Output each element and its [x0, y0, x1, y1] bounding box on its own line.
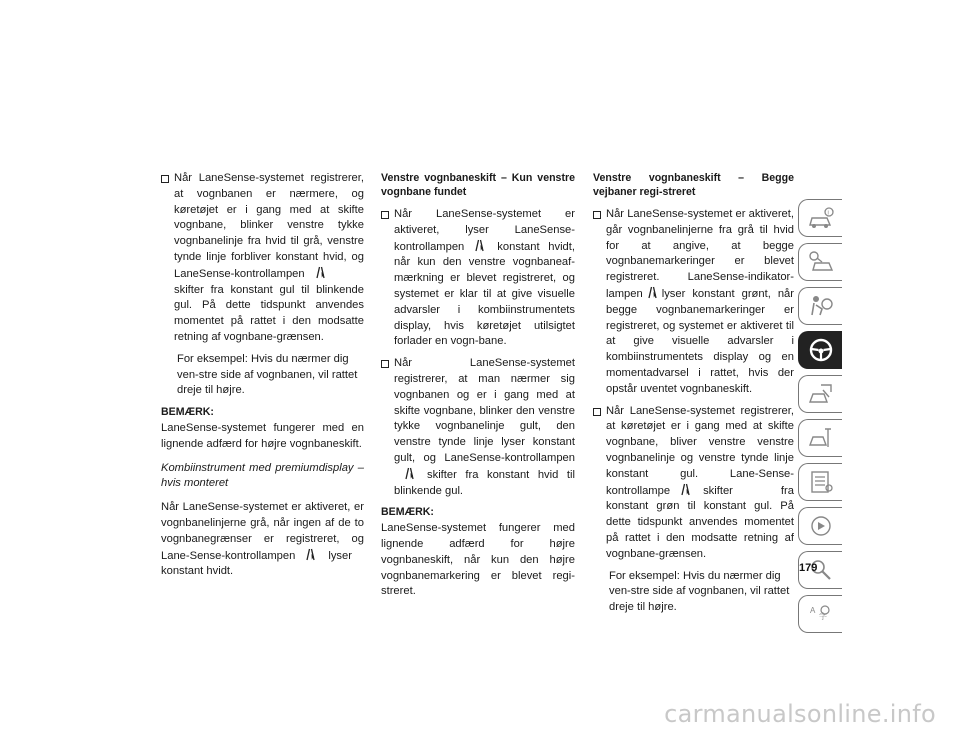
column-2 [381, 171, 575, 600]
svg-text:A: A [809, 606, 815, 615]
tab-specs[interactable] [798, 463, 842, 501]
bullet-text: Når LaneSense-systemet registrerer, at køretøjet er i gang med at skifte vognbane, bliver venstre venstre vognbanelinje og venstre tynde linje konstant gul. Lane-Sense-kontrollampe [606, 404, 794, 497]
bullet-item [381, 207, 575, 350]
car-service-icon [807, 425, 835, 451]
bullet-text-cont: skifter fra konstant hvid til blinkende gul. [394, 468, 575, 497]
section-subheading: Kombiinstrument med premiumdisplay – hvis monteret [161, 461, 364, 490]
bullet-square-icon [381, 211, 389, 219]
watermark: carmanualsonline.info [664, 700, 936, 728]
warning-car-icon [807, 381, 835, 407]
column-3 [593, 171, 794, 622]
note-body: LaneSense-systemet fungerer med lignende adfærd for højre vognbaneskift, når kun den højre vognbanemarkering er blevet regi-streret. [381, 522, 575, 598]
car-info-icon [807, 205, 835, 231]
lanesense-icon [305, 548, 316, 561]
bullet-item [593, 404, 794, 563]
tab-warning[interactable] [798, 375, 842, 413]
tab-airbag[interactable] [798, 287, 842, 325]
note-heading: BEMÆRK: [381, 506, 434, 519]
example-text: For eksempel: Hvis du nærmer dig ven-stre side af vognbanen, vil rattet dreje til højre. [177, 352, 358, 397]
bullet-text: Når LaneSense-systemet registrerer, at man nærmer sig vognbanen og er i gang med at skifte vognbane, blinker den venstre tykke vognbanelinje gult, den venstre tynde linje lyser konstant gult, og LaneSense-kontrollampen [394, 357, 575, 464]
specs-list-icon [807, 469, 835, 495]
column-1 [161, 171, 364, 580]
svg-text:字: 字 [818, 612, 827, 621]
bullet-item [161, 171, 364, 346]
bullet-text: Når LaneSense-systemet er aktiveret, går vognbanelinjerne fra grå til hvid for at angive, at begge vognbanemarkeringer er blevet registreret. LaneSense-indikator-lampen [606, 208, 794, 300]
tab-steering[interactable] [798, 331, 842, 369]
lanesense-icon [315, 266, 326, 279]
tab-media[interactable] [798, 507, 842, 545]
bullet-text-cont: skifter fra konstant gul til blinkende gul. På dette tidspunkt anvendes momentet på rattet i den modsatte retning af vognbane-grænsen. [174, 283, 364, 343]
bullet-text-cont: konstant hvidt, når kun den venstre vognbaneaf-mærkning er blevet registreret, og systemet er klar til at give visuelle advarsler i kombiinstrumentets display, hvis køretøjet utilsigtet forlader en vogn-bane. [394, 240, 575, 348]
bullet-text-cont: skifter fra konstant grøn til konstant gul. På dette tidspunkt anvendes momentet på rattet i den modsatte retning af vognbane-grænsen. [606, 484, 794, 560]
lanesense-icon [647, 286, 658, 299]
lanesense-icon [680, 483, 691, 496]
lanesense-icon [474, 239, 485, 252]
example-text: For eksempel: Hvis du nærmer dig ven-stre side af vognbanen, vil rattet dreje til højre. [609, 569, 790, 614]
tab-car-key[interactable] [798, 243, 842, 281]
bullet-text-cont: lyser konstant grønt, når begge vognbanemarkeringer er registreret, og systemet er aktiveret til at give visuelle advarsler i kombiinstrumentets display og en momentadvarsel i rattet, hvis der opstår uventet vognbaneskift. [606, 287, 794, 395]
bullet-square-icon [381, 360, 389, 368]
bullet-square-icon [161, 175, 169, 183]
bullet-text: Når LaneSense-systemet registrerer, at vognbanen er nærmere, og køretøjet er i gang med at skifte vognbane, blinker venstre tykke vognbanelinje fra hvid til grå, venstre tynde linje forbliver konstant hvid, og LaneSense-kontrollampen [174, 172, 364, 280]
tab-service[interactable] [798, 419, 842, 457]
bullet-item [593, 207, 794, 398]
page-number: 179 [799, 562, 818, 574]
bullet-square-icon [593, 211, 601, 219]
languages-icon [807, 601, 835, 627]
paragraph [161, 500, 364, 580]
bullet-square-icon [593, 408, 601, 416]
tab-languages[interactable] [798, 595, 842, 633]
tab-car-info[interactable] [798, 199, 842, 237]
note-body: LaneSense-systemet fungerer med en lignende adfærd for højre vognbaneskift. [161, 421, 364, 450]
bullet-item [381, 356, 575, 499]
paragraph-text: Når LaneSense-systemet er aktiveret, er vognbanelinjerne grå, når ingen af de to vognbanegrænser er registreret, og Lane-Sense-kontrollampen [161, 501, 364, 562]
section-heading: Venstre vognbaneskift – Begge vejbaner regi-streret [593, 172, 794, 198]
bullet-text: Når LaneSense-systemet er aktiveret, lyser LaneSense-kontrollampen [394, 208, 575, 253]
media-icon [807, 513, 835, 539]
steering-wheel-icon [807, 337, 835, 363]
car-key-icon [807, 249, 835, 275]
svg-text:i: i [827, 210, 829, 217]
section-heading: Venstre vognbaneskift – Kun venstre vognbane fundet [381, 172, 575, 198]
note-heading: BEMÆRK: [161, 406, 214, 419]
airbag-icon [807, 293, 835, 319]
paragraph-text-cont: lyser konstant hvidt. [161, 549, 352, 578]
lanesense-icon [404, 467, 415, 480]
